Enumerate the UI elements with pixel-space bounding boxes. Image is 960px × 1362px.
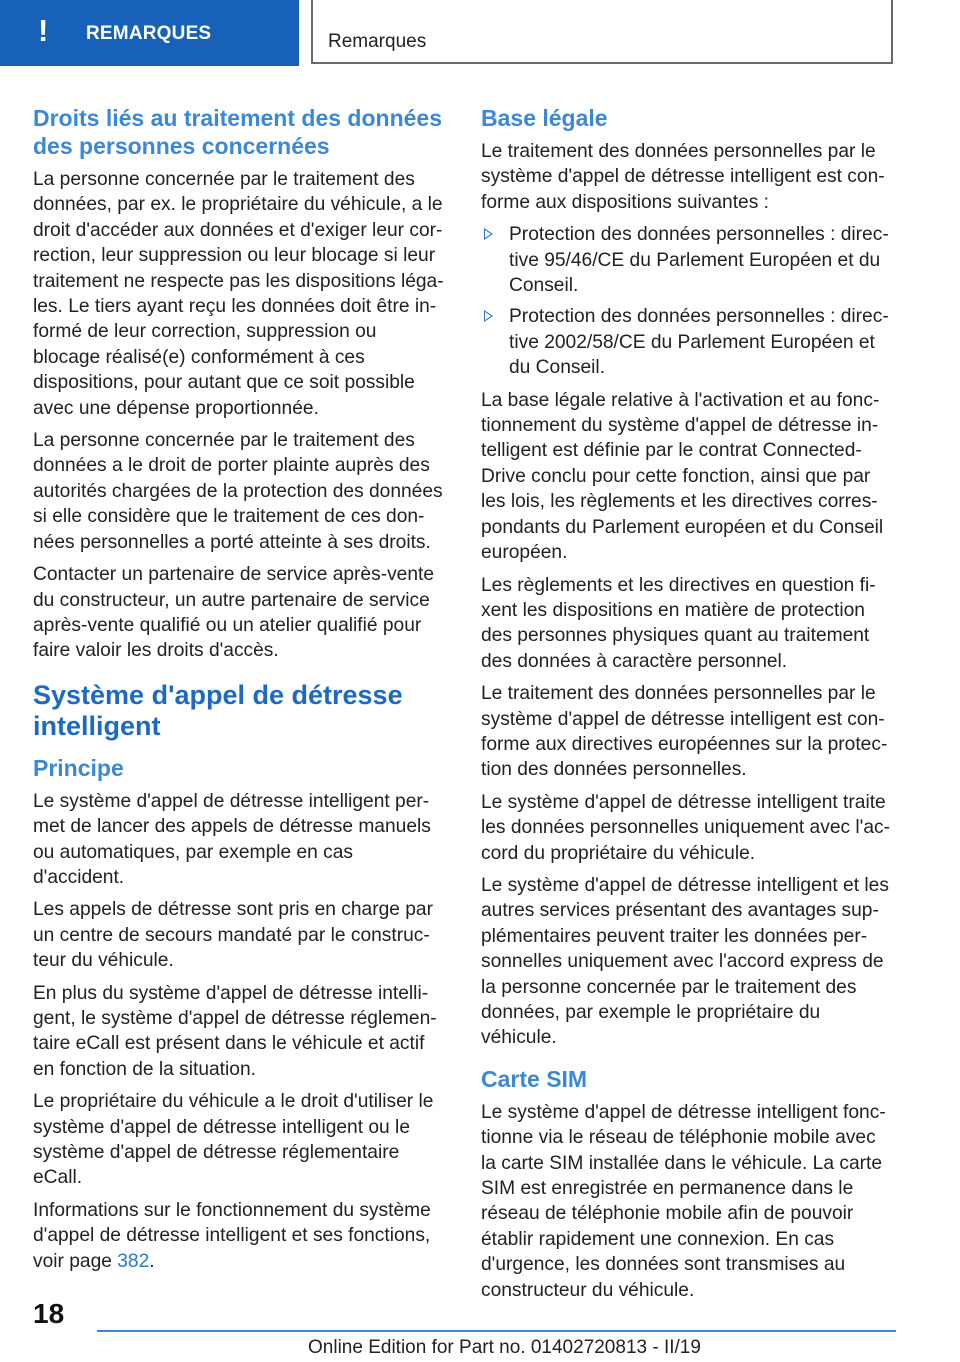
section-label: REMARQUES — [86, 23, 212, 44]
heading-system: Système d'appel de détresse intelligent — [33, 679, 403, 741]
paragraph: Le traitement des données personnelles par le système d'appel de détresse intelligent est conforme aux directives européennes sur la protection des données personnelles. — [481, 683, 888, 781]
paragraph: Contacter un partenaire de service après-vente du constructeur, un autre partenaire de service après-vente qualifié ou un atelier qualifié pour faire valoir les droits d'accès. — [33, 564, 435, 662]
footer-divider — [97, 1330, 896, 1332]
edition-text: Online Edition for Part no. 01402720813 - II/19 — [308, 1337, 701, 1358]
heading-sim-card: Carte SIM — [481, 1065, 588, 1092]
paragraph: En plus du système d'appel de détresse intelligent, le système d'appel de détresse réglementaire eCall est présent dans le véhicule et actif en fonction de la situation. — [33, 982, 437, 1080]
paragraph: Le système d'appel de détresse intelligent permet de lancer des appels de détresse manuels ou automatiques, par exemple en cas d'accident. — [33, 790, 431, 888]
heading-legal-basis: Base légale — [481, 105, 608, 131]
paragraph: Les règlements et les directives en question fixent les dispositions en matière de protection des personnes physiques quant au traitement des données à caractère personnel. — [481, 574, 876, 672]
page-header — [0, 0, 960, 66]
heading-principle: Principe — [33, 754, 124, 781]
heading-rights: Droits liés au traitement des données des personnes concernées — [33, 105, 443, 159]
chapter-tab[interactable] — [311, 0, 893, 64]
page-number: 18 — [33, 1298, 65, 1329]
exclamation-icon: ! — [38, 13, 49, 48]
paragraph: Le système d'appel de détresse intelligent et les autres services présentant des avantages supplémentaires peuvent traiter les données personnelles uniquement avec l'accord express de la personne concernée par le traitement des données, par exemple le propriétaire du véhicule. — [481, 874, 889, 1049]
list-item — [481, 304, 895, 380]
list-item — [481, 222, 895, 298]
bullet-list — [481, 222, 895, 380]
paragraph-end: . — [149, 1250, 155, 1272]
chapter-label: Remarques — [328, 31, 427, 52]
triangle-bullet-icon — [484, 228, 493, 240]
paragraph-text: Informations sur le fonctionnement du système d'appel de détresse intelligent et ses fonctions, voir page — [33, 1199, 431, 1272]
list-item-text: Protection des données personnelles : directive 95/46/CE du Parlement Européen et du Conseil. — [509, 224, 889, 297]
paragraph: Le propriétaire du véhicule a le droit d'utiliser le système d'appel de détresse intelligent ou le système d'appel de détresse réglementaire eCall. — [33, 1091, 434, 1189]
page-link[interactable]: 382 — [117, 1250, 150, 1272]
paragraph: Le traitement des données personnelles par le système d'appel de détresse intelligent est conforme aux dispositions suivantes : — [481, 141, 885, 213]
paragraph: La personne concernée par le traitement des données a le droit de porter plainte auprès des autorités chargées de la protection des données si elle considère que le traitement de ces données personnelles a porté atteinte à ses droits. — [33, 430, 443, 553]
paragraph: Les appels de détresse sont pris en charge par un centre de secours mandaté par le constructeur du véhicule. — [33, 899, 433, 972]
paragraph-with-link — [33, 1198, 447, 1274]
list-item-text: Protection des données personnelles : directive 2002/58/CE du Parlement Européen et du Conseil. — [509, 306, 889, 379]
section-tab[interactable] — [0, 0, 299, 66]
right-column — [481, 104, 895, 1310]
paragraph: La base légale relative à l'activation et au fonctionnement du système d'appel de détresse intelligent est définie par le contrat ConnectedDrive conclu pour cette fonction, ainsi que par les lois, les règlements et les directives correspondants du Parlement européen et du Conseil européen. — [481, 389, 884, 564]
paragraph: La personne concernée par le traitement des données, par ex. le propriétaire du véhicule, a le droit d'accéder aux données et d'exiger leur correction, leur suppression ou leur blocage si leur traitement ne respecte pas les dispositions légales. Le tiers ayant reçu les données doit être informé de leur correction, suppression ou blocage réalisé(e) conformément à ces dispositions, pour autant que ce soit possible avec une dépense proportionnée. — [33, 169, 444, 419]
triangle-bullet-icon — [484, 310, 493, 322]
paragraph: Le système d'appel de détresse intelligent fonctionne via le réseau de téléphonie mobile avec la carte SIM installée dans le véhicule. La carte SIM est enregistrée en permanence dans le réseau de téléphonie mobile afin de pouvoir établir rapidement une connexion. En cas d'urgence, les données sont transmises au constructeur du véhicule. — [481, 1101, 886, 1301]
left-column — [33, 104, 447, 1281]
paragraph: Le système d'appel de détresse intelligent traite les données personnelles uniquement avec l'accord du propriétaire du véhicule. — [481, 791, 890, 864]
